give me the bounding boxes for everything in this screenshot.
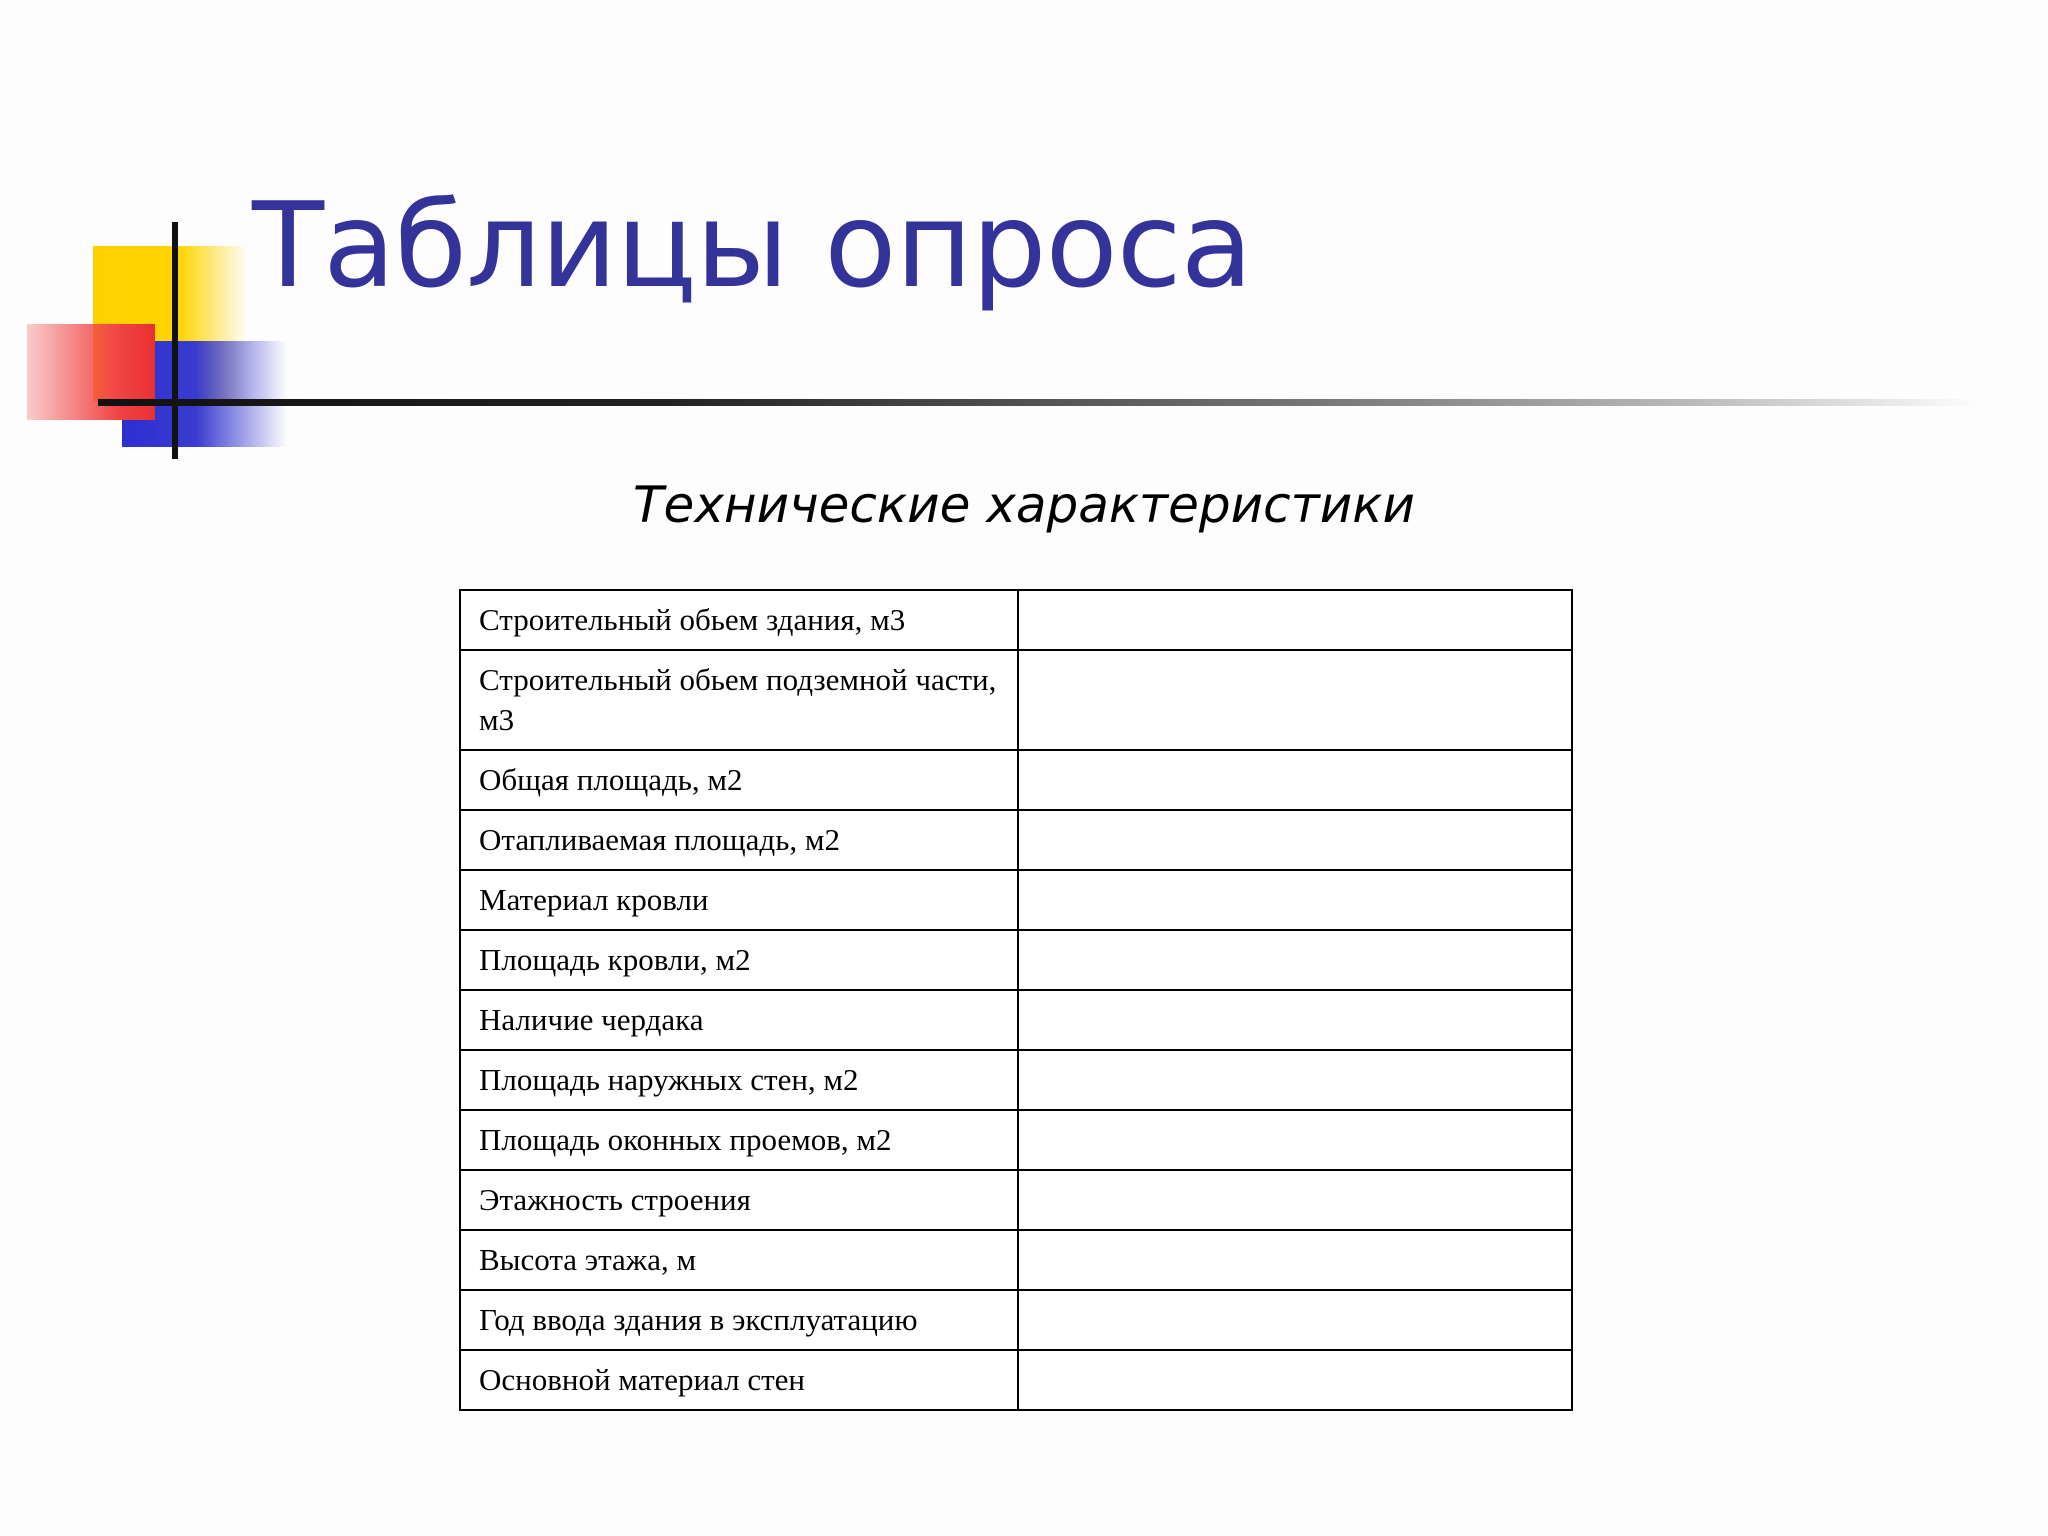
table-row: [460, 870, 1572, 930]
row-label: Материал кровли: [460, 870, 1018, 930]
row-label: Высота этажа, м: [460, 1230, 1018, 1290]
row-value-cell[interactable]: [1018, 1290, 1572, 1350]
row-label: Этажность строения: [460, 1170, 1018, 1230]
row-label: Основной материал стен: [460, 1350, 1018, 1410]
row-value-cell[interactable]: [1018, 990, 1572, 1050]
row-label: Площадь кровли, м2: [460, 930, 1018, 990]
row-value-cell[interactable]: [1018, 1110, 1572, 1170]
table-row: [460, 930, 1572, 990]
table-caption-text: Технические характеристики: [633, 476, 1415, 534]
row-label: Площадь оконных проемов, м2: [460, 1110, 1018, 1170]
table-row: [460, 750, 1572, 810]
row-value-cell[interactable]: [1018, 930, 1572, 990]
table-row: [460, 1110, 1572, 1170]
table-row: [460, 1170, 1572, 1230]
row-value-cell[interactable]: [1018, 810, 1572, 870]
row-value-cell[interactable]: [1018, 1350, 1572, 1410]
table-row: [460, 650, 1572, 750]
characteristics-table: [459, 589, 1573, 1411]
table-caption: [0, 470, 2048, 540]
row-label: Наличие чердака: [460, 990, 1018, 1050]
row-value-cell[interactable]: [1018, 750, 1572, 810]
row-label: Строительный обьем здания, м3: [460, 590, 1018, 650]
row-value-cell[interactable]: [1018, 870, 1572, 930]
table-row: [460, 590, 1572, 650]
table-row: [460, 1230, 1572, 1290]
row-value-cell[interactable]: [1018, 650, 1572, 750]
row-value-cell[interactable]: [1018, 590, 1572, 650]
row-label: Площадь наружных стен, м2: [460, 1050, 1018, 1110]
table-row: [460, 990, 1572, 1050]
row-label: Строительный обьем подземной части, м3: [460, 650, 1018, 750]
logo-vertical-line: [172, 222, 178, 459]
row-label: Отапливаемая площадь, м2: [460, 810, 1018, 870]
row-value-cell[interactable]: [1018, 1170, 1572, 1230]
row-value-cell[interactable]: [1018, 1230, 1572, 1290]
table-row: [460, 1350, 1572, 1410]
row-label: Год ввода здания в эксплуатацию: [460, 1290, 1018, 1350]
row-label: Общая площадь, м2: [460, 750, 1018, 810]
slide-title: Таблицы опроса: [252, 176, 1252, 314]
row-value-cell[interactable]: [1018, 1050, 1572, 1110]
title-underline: [98, 399, 1978, 406]
table-row: [460, 810, 1572, 870]
table-row: [460, 1290, 1572, 1350]
table-row: [460, 1050, 1572, 1110]
